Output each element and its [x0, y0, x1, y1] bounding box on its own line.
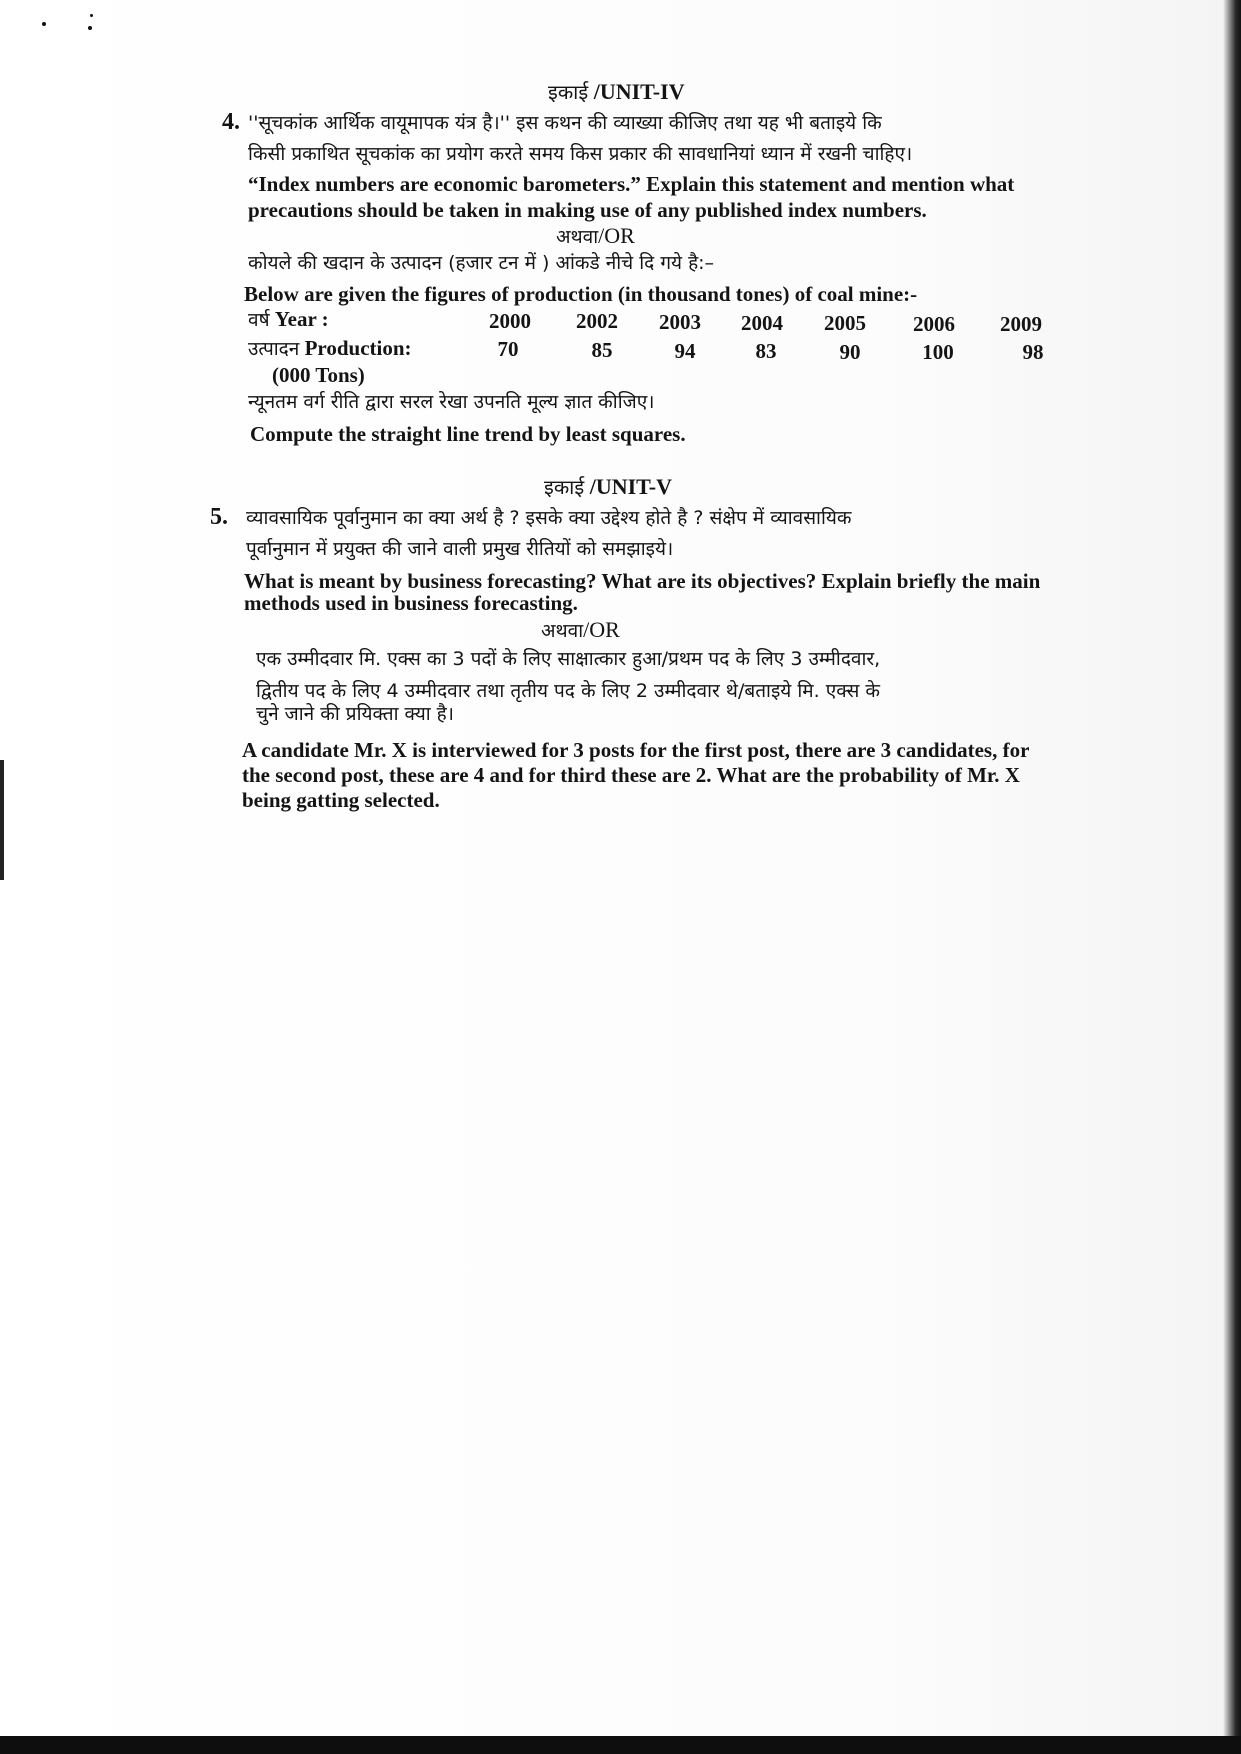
unit5-heading — [544, 476, 672, 498]
unit5-heading-sep: / — [589, 474, 596, 499]
table-year-cell: 2009 — [1000, 312, 1042, 336]
question-4-number: 4. — [222, 109, 240, 135]
table-year-label-en: Year : — [274, 307, 329, 331]
q5-english-line-2: methods used in business forecasting. — [244, 591, 578, 615]
scan-speck — [90, 14, 93, 17]
q5-or-hi: अथवा — [541, 620, 584, 642]
unit5-heading-hi: इकाई — [544, 475, 585, 499]
q5-alt-english-line-1: A candidate Mr. X is interviewed for 3 posts for the first post, there are 3 candidates, for — [242, 738, 1030, 762]
q4-or-hi: अथवा — [556, 226, 599, 248]
table-year-cell: 2002 — [576, 309, 618, 333]
unit4-heading — [548, 81, 685, 103]
q4-or-separator — [556, 225, 635, 247]
q5-or-separator — [541, 619, 620, 641]
table-production-cell: 70 — [497, 337, 519, 361]
q4-alt-english-line-2: Compute the straight line trend by least squares. — [250, 422, 686, 446]
q5-hindi-line-1: व्यावसायिक पूर्वानुमान का क्या अर्थ है ? इसके क्या उद्देश्य होते है ? संक्षेप में व्यावसायिक — [246, 507, 852, 529]
q5-english-line-1: What is meant by business forecasting? What are its objectives? Explain briefly the main — [244, 569, 1041, 593]
q4-or-en: OR — [604, 223, 635, 248]
q5-alt-hindi-line-2: द्वितीय पद के लिए 4 उम्मीदवार तथा तृतीय पद के लिए 2 उम्मीदवार थे/बताइये मि. एक्स के — [256, 680, 880, 702]
table-year-label-hi: वर्ष — [248, 309, 270, 331]
q5-alt-english-line-2: the second post, these are 4 and for third these are 2. What are the probability of Mr. X — [242, 763, 1020, 787]
unit4-heading-en: UNIT-IV — [599, 79, 685, 104]
table-production-cell: 85 — [591, 338, 613, 362]
table-year-cell: 2005 — [824, 311, 866, 335]
q5-alt-english-line-3: being gatting selected. — [242, 788, 440, 812]
q4-or-sep: / — [598, 223, 605, 248]
q5-alt-hindi-line-3: चुने जाने की प्रयिक्ता क्या है। — [256, 703, 454, 725]
table-year-cell: 2000 — [489, 309, 531, 333]
scan-left-mark — [0, 760, 4, 880]
scan-right-edge — [1223, 0, 1241, 1754]
table-production-cell: 98 — [1022, 340, 1044, 364]
table-year-cell: 2004 — [741, 311, 783, 335]
q4-hindi-line-1: ''सूचकांक आर्थिक वायूमापक यंत्र है।'' इस कथन की व्याख्या कीजिए तथा यह भी बताइये कि — [248, 112, 882, 134]
table-production-label-hi: उत्पादन — [248, 338, 300, 360]
q4-english-line-2: precautions should be taken in making use of any published index numbers. — [248, 198, 927, 222]
q5-or-en: OR — [589, 617, 620, 642]
table-year-label — [248, 309, 329, 330]
table-production-cell: 83 — [755, 339, 777, 363]
table-year-cell: 2003 — [659, 310, 701, 334]
table-production-label — [248, 338, 412, 359]
scan-bottom-edge — [0, 1736, 1241, 1754]
unit4-heading-sep: / — [593, 79, 600, 104]
table-unit-label: (000 Tons) — [272, 363, 365, 387]
table-production-cell: 94 — [674, 339, 696, 363]
q4-english-line-1: “Index numbers are economic barometers.” Explain this statement and mention what — [248, 172, 1015, 196]
scan-speck — [88, 26, 92, 30]
table-production-label-en: Production: — [304, 336, 412, 360]
q4-alt-hindi-line-2: न्यूनतम वर्ग रीति द्वारा सरल रेखा उपनति मूल्य ज्ञात कीजिए। — [248, 391, 655, 413]
question-5-number: 5. — [210, 504, 228, 530]
unit5-heading-en: UNIT-V — [595, 474, 673, 499]
q4-alt-hindi-line-1: कोयले की खदान के उत्पादन (हजार टन में ) आंकडे नीचे दि गये है:– — [248, 252, 715, 274]
table-production-cell: 90 — [839, 340, 861, 364]
q5-hindi-line-2: पूर्वानुमान में प्रयुक्त की जाने वाली प्रमुख रीतियों को समझाइये। — [246, 538, 674, 560]
table-production-cell: 100 — [922, 340, 954, 364]
table-year-cell: 2006 — [913, 312, 955, 336]
unit4-heading-hi: इकाई — [548, 80, 589, 104]
q5-or-sep: / — [583, 617, 590, 642]
q4-alt-english-line-1: Below are given the figures of production (in thousand tones) of coal mine:- — [244, 282, 918, 306]
scan-speck — [42, 22, 46, 26]
q4-hindi-line-2: किसी प्रकाथित सूचकांक का प्रयोग करते समय किस प्रकार की सावधानियां ध्यान में रखनी चाहिए। — [248, 143, 913, 165]
q5-alt-hindi-line-1: एक उम्मीदवार मि. एक्स का 3 पदों के लिए साक्षात्कार हुआ/प्रथम पद के लिए 3 उम्मीदवार, — [256, 648, 881, 670]
